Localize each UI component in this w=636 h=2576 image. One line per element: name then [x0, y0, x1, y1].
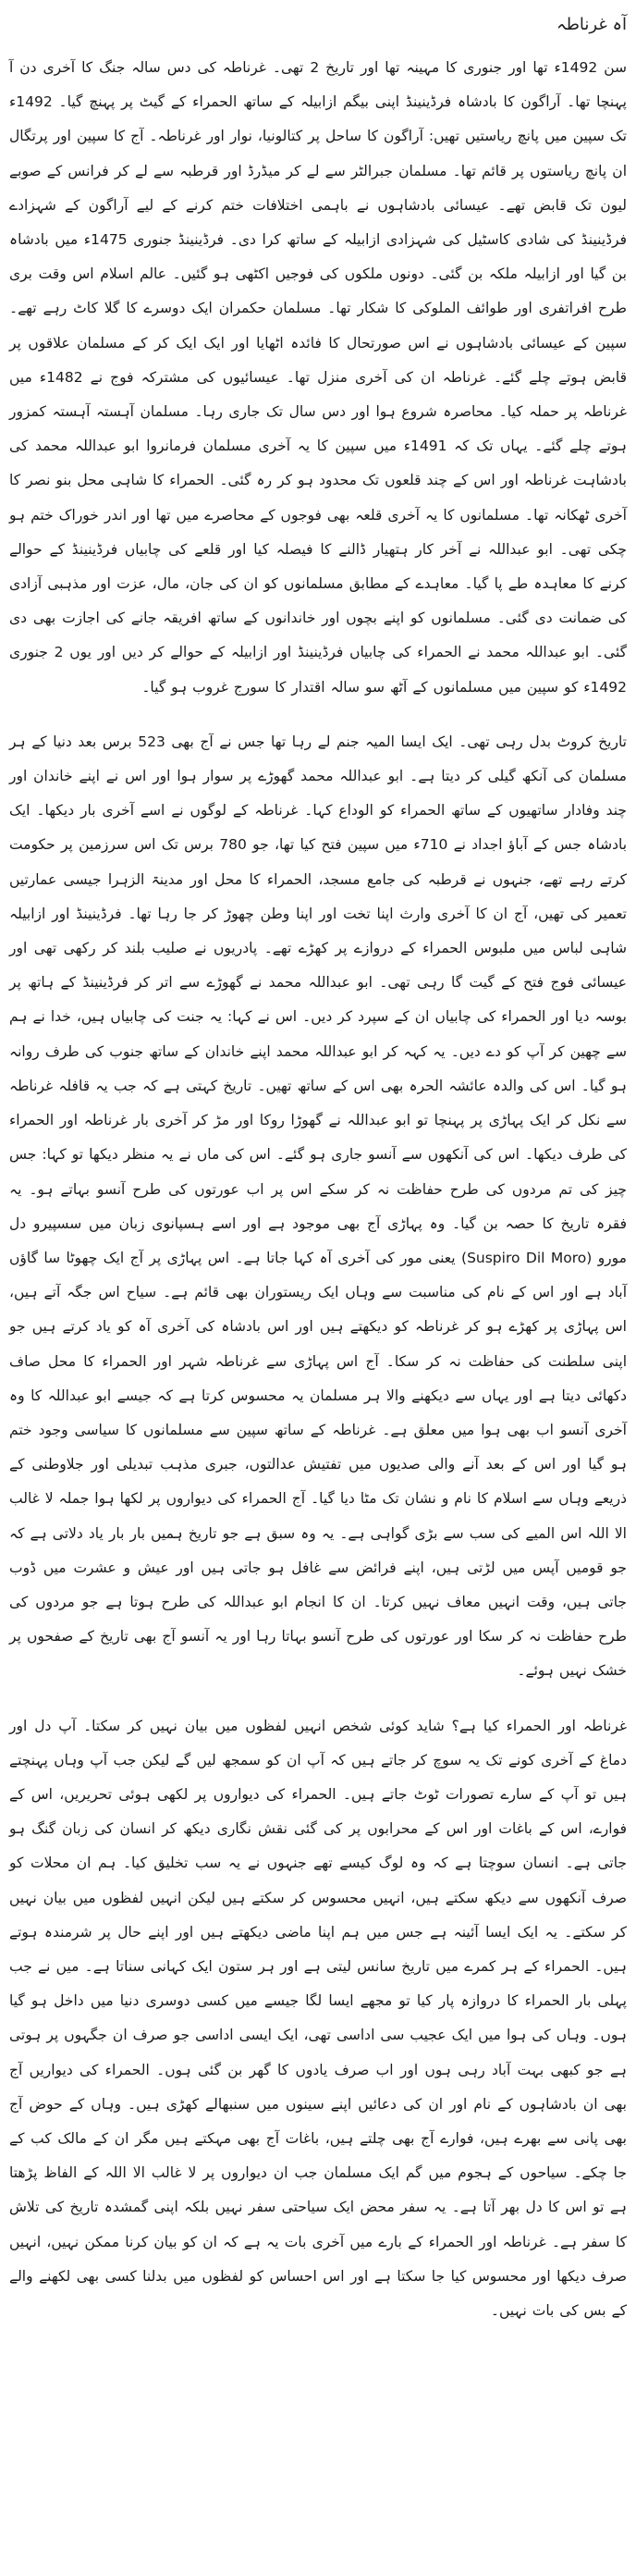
page-title: آہ غرناطہ	[556, 15, 627, 34]
article-paragraph-3: غرناطہ اور الحمراء کیا ہے؟ شاید کوئی شخص انہیں لفظوں میں بیان نہیں کر سکتا۔ آپ دل اور دماغ کے آخری کونے تک یہ سوچ کر جاتے ہیں کہ آپ ان کو سمجھ لیں گے لیکن جب آپ وہاں پہنچتے ہیں تو آپ کے سارے تصورات ٹوٹ جاتے ہیں۔ الحمراء کی دیواروں پر لکھی ہوئی تحریریں، اس کے فوارے، اس کے باغات اور اس کے محرابوں پر کی گئی نقش نگاری دیکھ کر انسان کی زبان گنگ ہو جاتی ہے۔ انسان سوچتا ہے کہ وہ لوگ کیسے تھے جنہوں نے یہ سب تخلیق کیا۔ ہم ان محلات کو صرف آنکھوں سے دیکھ سکتے ہیں، انہیں محسوس کر سکتے ہیں لیکن انہیں لفظوں میں بیان نہیں کر سکتے۔ یہ ایک ایسا آئینہ ہے جس میں ہم اپنا ماضی دیکھتے ہیں اور اپنے حال پر شرمندہ ہوتے ہیں۔ الحمراء کے ہر کمرے میں تاریخ سانس لیتی ہے اور ہر ستون ایک کہانی سناتا ہے۔ میں نے جب پہلی بار الحمراء کا دروازہ پار کیا تو مجھے ایسا لگا جیسے میں کسی دوسری دنیا میں داخل ہو گیا ہوں۔ وہاں کی ہوا میں ایک عجیب سی اداسی تھی، ایک ایسی اداسی جو صرف ان جگہوں پر ہوتی ہے جو کبھی بہت آباد رہی ہوں اور اب صرف یادوں کا گھر بن گئی ہوں۔ الحمراء کی دیواریں آج بھی ان بادشاہوں کے نام اور ان کی دعائیں اپنے سینوں میں سنبھالے کھڑی ہیں۔ وہاں کے حوض آج بھی پانی سے بھرے ہیں، فوارے آج بھی چلتے ہیں، باغات آج بھی مہکتے ہیں مگر ان کے مالک کب کے جا چکے۔ سیاحوں کے ہجوم میں گم ایک مسلمان جب ان دیواروں پر لا غالب الا اللہ کے الفاظ پڑھتا ہے تو اس کا دل بھر آتا ہے۔ یہ سفر محض ایک سیاحتی سفر نہیں بلکہ اپنی گمشدہ تاریخ کی تلاش کا سفر ہے۔ غرناطہ اور الحمراء کے بارے میں آخری بات یہ ہے کہ ان کو بیان کرنا ممکن نہیں، انہیں صرف دیکھا اور محسوس کیا جا سکتا ہے اور اس احساس کو لفظوں میں بدلنا کسی بھی لکھنے والے کے بس کی بات نہیں۔	[9, 1717, 627, 2319]
article-paragraph-2: تاریخ کروٹ بدل رہی تھی۔ ایک ایسا المیہ جنم لے رہا تھا جس نے آج بھی 523 برس بعد دنیا کے ہر مسلمان کی آنکھ گیلی کر دیتا ہے۔ ابو عبداللہ محمد گھوڑے پر سوار ہوا اور اس نے اپنے خاندان اور چند وفادار ساتھیوں کے ساتھ الحمراء کو الوداع کہا۔ غرناطہ کے لوگوں نے اسے آخری بار دیکھا۔ ایک بادشاہ جس کے آباؤ اجداد نے 710ء میں سپین فتح کیا تھا، جو 780 برس تک اس سرزمین پر حکومت کرتے رہے تھے، جنہوں نے قرطبہ کی جامع مسجد، الحمراء کا محل اور مدینۃ الزہرا جیسی عمارتیں تعمیر کی تھیں، آج ان کا آخری وارث اپنا تخت اور اپنا وطن چھوڑ کر جا رہا تھا۔ فرڈینینڈ اور ازابیلہ شاہی لباس میں ملبوس الحمراء کے دروازے پر کھڑے تھے۔ پادریوں نے صلیب بلند کر رکھی تھی اور عیسائی فوج فتح کے گیت گا رہی تھی۔ ابو عبداللہ محمد نے گھوڑے سے اتر کر فرڈینینڈ کے ہاتھ پر بوسہ دیا اور الحمراء کی چابیاں ان کے سپرد کر دیں۔ اس نے کہا: یہ جنت کی چابیاں ہیں، خدا نے ہم سے چھین کر آپ کو دے دیں۔ یہ کہہ کر ابو عبداللہ محمد اپنے خاندان کے ساتھ جنوب کی طرف روانہ ہو گیا۔ اس کی والدہ عائشہ الحرہ بھی اس کے ساتھ تھیں۔ تاریخ کہتی ہے کہ جب یہ قافلہ غرناطہ سے نکل کر ایک پہاڑی پر پہنچا تو ابو عبداللہ نے گھوڑا روکا اور مڑ کر آخری بار غرناطہ اور الحمراء کی طرف دیکھا۔ اس کی آنکھوں سے آنسو جاری ہو گئے۔ اس کی ماں نے یہ منظر دیکھا تو کہا: جس چیز کی تم مردوں کی طرح حفاظت نہ کر سکے اس پر اب عورتوں کی طرح آنسو بہاتے ہو۔ یہ فقرہ تاریخ کا حصہ بن گیا۔ وہ پہاڑی آج بھی موجود ہے اور اسے ہسپانوی زبان میں سسپیرو دل مورو (Suspiro Dil Moro) یعنی مور کی آخری آہ کہا جاتا ہے۔ اس پہاڑی پر آج ایک چھوٹا سا گاؤں آباد ہے اور اس کے نام کی مناسبت سے وہاں ایک ریستوران بھی قائم ہے۔ سیاح اس جگہ آتے ہیں، اس پہاڑی پر کھڑے ہو کر غرناطہ کو دیکھتے ہیں اور اس بادشاہ کی آخری آہ کو یاد کرتے ہیں جو اپنی سلطنت کی حفاظت نہ کر سکا۔ آج اس پہاڑی سے غرناطہ شہر اور الحمراء کا محل صاف دکھائی دیتا ہے اور یہاں سے دیکھنے والا ہر مسلمان یہ محسوس کرتا ہے کہ جیسے ابو عبداللہ کا وہ آخری آنسو اب بھی ہوا میں معلق ہے۔ غرناطہ کے ساتھ سپین سے مسلمانوں کا سیاسی وجود ختم ہو گیا اور اس کے بعد آنے والی صدیوں میں تفتیش عدالتوں، جبری مذہب تبدیلی اور جلاوطنی کے ذریعے وہاں سے اسلام کا نام و نشان تک مٹا دیا گیا۔ آج الحمراء کی دیواروں پر لکھا ہوا جملہ لا غالب الا اللہ اس المیے کی سب سے بڑی گواہی ہے۔ یہ وہ سبق ہے جو تاریخ ہمیں بار بار یاد دلاتی ہے کہ جو قومیں آپس میں لڑتی ہیں، اپنے فرائض سے غافل ہو جاتی ہیں اور عیش و عشرت میں ڈوب جاتی ہیں، وقت انہیں معاف نہیں کرتا۔ ان کا انجام ابو عبداللہ کی طرح ہوتا ہے جو مردوں کی طرح حفاظت نہ کر سکا اور عورتوں کی طرح آنسو بہاتا رہا اور یہ آنسو آج بھی تاریخ کے صفحوں پر خشک نہیں ہوئے۔	[9, 733, 628, 1680]
article-paragraph-1: سن 1492ء تھا اور جنوری کا مہینہ تھا اور تاریخ 2 تھی۔ غرناطہ کی دس سالہ جنگ کا آخری دن آ پہنچا تھا۔ آراگون کا بادشاہ فرڈینینڈ اپنی بیگم ازابیلہ کے ساتھ الحمراء کے گیٹ پر پہنچ گیا۔ 1492ء تک سپین میں پانچ ریاستیں تھیں: آراگون کا ساحل پر کتالونیا، نوار اور غرناطہ۔ آج کا سپین اور پرتگال ان پانچ ریاستوں پر قائم تھا۔ مسلمان جبرالٹر سے لے کر میڈرڈ اور قرطبہ سے لے کر فرانس کے صوبے لیون تک قابض تھے۔ عیسائی بادشاہوں نے باہمی اختلافات ختم کرنے کے لیے آراگون کے شہزادے فرڈینینڈ کی شادی کاسٹیل کی شہزادی ازابیلہ کے ساتھ کرا دی۔ فرڈینینڈ جنوری 1475ء میں بادشاہ بن گیا اور ازابیلہ ملکہ بن گئی۔ دونوں ملکوں کی فوجیں اکٹھی ہو گئیں۔ عالم اسلام اس وقت بری طرح افراتفری اور طوائف الملوکی کا شکار تھا۔ مسلمان حکمران ایک دوسرے کا گلا کاٹ رہے تھے۔ سپین کے عیسائی بادشاہوں نے اس صورتحال کا فائدہ اٹھایا اور ایک ایک کر کے مسلمان علاقوں پر قابض ہوتے چلے گئے۔ غرناطہ ان کی آخری منزل تھا۔ عیسائیوں کی مشترکہ فوج نے 1482ء میں غرناطہ پر حملہ کیا۔ محاصرہ شروع ہوا اور دس سال تک جاری رہا۔ مسلمان آہستہ آہستہ کمزور ہوتے چلے گئے۔ یہاں تک کہ 1491ء میں سپین کا یہ آخری مسلمان فرمانروا ابو عبداللہ محمد کی بادشاہت غرناطہ اور اس کے چند قلعوں تک محدود ہو کر رہ گئی۔ الحمراء کا شاہی محل بنو نصر کا آخری ٹھکانہ تھا۔ مسلمانوں کا یہ آخری قلعہ بھی فوجوں کے محاصرے میں تھا اور اندر خوراک ختم ہو چکی تھی۔ ابو عبداللہ نے آخر کار ہتھیار ڈالنے کا فیصلہ کیا اور قلعے کی چابیاں فرڈینینڈ کے حوالے کرنے کا معاہدہ طے پا گیا۔ معاہدے کے مطابق مسلمانوں کو ان کی جان، مال، عزت اور مذہبی آزادی کی ضمانت دی گئی۔ مسلمانوں کو اپنے بچوں اور خاندانوں کے ساتھ افریقہ جانے کی اجازت بھی دی گئی۔ ابو عبداللہ محمد نے الحمراء کی چابیاں فرڈینینڈ اور ازابیلہ کے حوالے کر دیں اور یوں 2 جنوری 1492ء کو سپین میں مسلمانوں کے آٹھ سو سالہ اقتدار کا سورج غروب ہو گیا۔	[9, 59, 628, 696]
